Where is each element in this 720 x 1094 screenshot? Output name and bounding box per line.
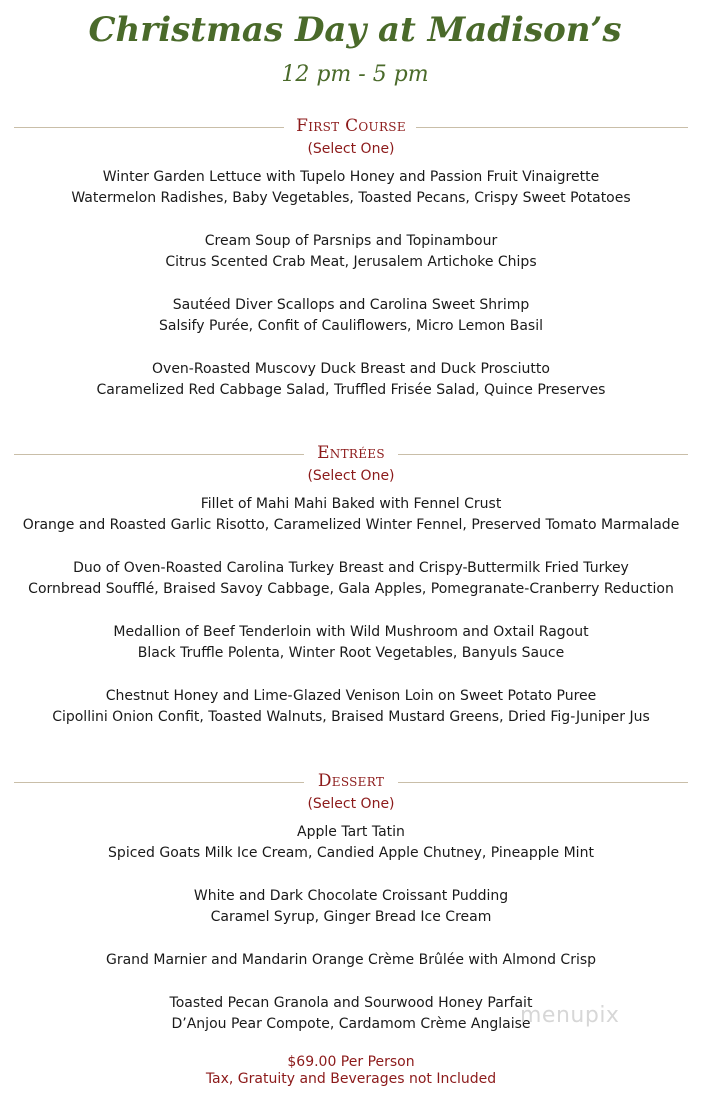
section-header-first-course bbox=[14, 116, 688, 140]
menu-item bbox=[0, 295, 702, 337]
menu-item bbox=[0, 359, 702, 401]
section-heading: Dessert bbox=[317, 771, 385, 791]
dish-description: D’Anjou Pear Compote, Cardamom Crème Anglaise bbox=[171, 1016, 531, 1032]
section-header-dessert bbox=[14, 771, 688, 795]
dish-description: Orange and Roasted Garlic Risotto, Caramelized Winter Fennel, Preserved Tomato Marmalade bbox=[22, 517, 680, 533]
dish-name: Apple Tart Tatin bbox=[297, 824, 405, 840]
menu-item bbox=[0, 558, 702, 600]
dish-name: Cream Soup of Parsnips and Topinambour bbox=[204, 233, 498, 249]
menu-hours: 12 pm - 5 pm bbox=[281, 62, 429, 87]
menu-item bbox=[0, 950, 702, 971]
select-note: (Select One) bbox=[307, 796, 395, 812]
menu-item bbox=[0, 622, 702, 664]
dish-description: Caramel Syrup, Ginger Bread Ice Cream bbox=[210, 909, 492, 925]
menu-title: Christmas Day at Madison’s bbox=[88, 10, 622, 50]
dish-description: Watermelon Radishes, Baby Vegetables, Toasted Pecans, Crispy Sweet Potatoes bbox=[71, 190, 631, 206]
menu-item bbox=[0, 494, 702, 536]
dish-description: Salsify Purée, Confit of Cauliflowers, Micro Lemon Basil bbox=[158, 318, 543, 334]
dish-description: Cornbread Soufflé, Braised Savoy Cabbage, Gala Apples, Pomegranate-Cranberry Reduction bbox=[28, 581, 674, 597]
menu-item bbox=[0, 167, 702, 209]
dish-name: Duo of Oven-Roasted Carolina Turkey Breast and Crispy-Buttermilk Fried Turkey bbox=[73, 560, 629, 576]
dish-description: Black Truffle Polenta, Winter Root Vegetables, Banyuls Sauce bbox=[137, 645, 565, 661]
dish-name: Oven-Roasted Muscovy Duck Breast and Duck Prosciutto bbox=[152, 361, 550, 377]
section-heading: Entrées bbox=[317, 443, 385, 463]
dish-name: Fillet of Mahi Mahi Baked with Fennel Crust bbox=[200, 496, 502, 512]
dish-description: Citrus Scented Crab Meat, Jerusalem Artichoke Chips bbox=[165, 254, 537, 270]
dish-description: Spiced Goats Milk Ice Cream, Candied Apple Chutney, Pineapple Mint bbox=[108, 845, 594, 861]
dish-name: Toasted Pecan Granola and Sourwood Honey Parfait bbox=[169, 995, 533, 1011]
menu-item bbox=[0, 231, 702, 273]
dish-name: Chestnut Honey and Lime-Glazed Venison Loin on Sweet Potato Puree bbox=[105, 688, 597, 704]
dish-description: Cipollini Onion Confit, Toasted Walnuts, Braised Mustard Greens, Dried Fig-Juniper Jus bbox=[52, 709, 650, 725]
dish-name: Grand Marnier and Mandarin Orange Crème Brûlée with Almond Crisp bbox=[105, 952, 597, 968]
dish-name: Winter Garden Lettuce with Tupelo Honey and Passion Fruit Vinaigrette bbox=[102, 169, 600, 185]
dish-name: Sautéed Diver Scallops and Carolina Sweet Shrimp bbox=[172, 297, 530, 313]
price-block bbox=[0, 1054, 702, 1088]
menu-item bbox=[0, 686, 702, 728]
section-heading: First Course bbox=[296, 116, 406, 136]
menu-item bbox=[0, 886, 702, 928]
price: $69.00 Per Person bbox=[287, 1054, 415, 1070]
select-note: (Select One) bbox=[307, 141, 395, 157]
dish-name: Medallion of Beef Tenderloin with Wild Mushroom and Oxtail Ragout bbox=[113, 624, 589, 640]
dish-description: Caramelized Red Cabbage Salad, Truffled Frisée Salad, Quince Preserves bbox=[96, 382, 606, 398]
watermark-logo: menupix bbox=[520, 1003, 620, 1028]
menu-item bbox=[0, 822, 702, 864]
dish-name: White and Dark Chocolate Croissant Pudding bbox=[193, 888, 509, 904]
section-header-entrees bbox=[14, 443, 688, 467]
price-note: Tax, Gratuity and Beverages not Included bbox=[205, 1071, 497, 1087]
select-note: (Select One) bbox=[307, 468, 395, 484]
